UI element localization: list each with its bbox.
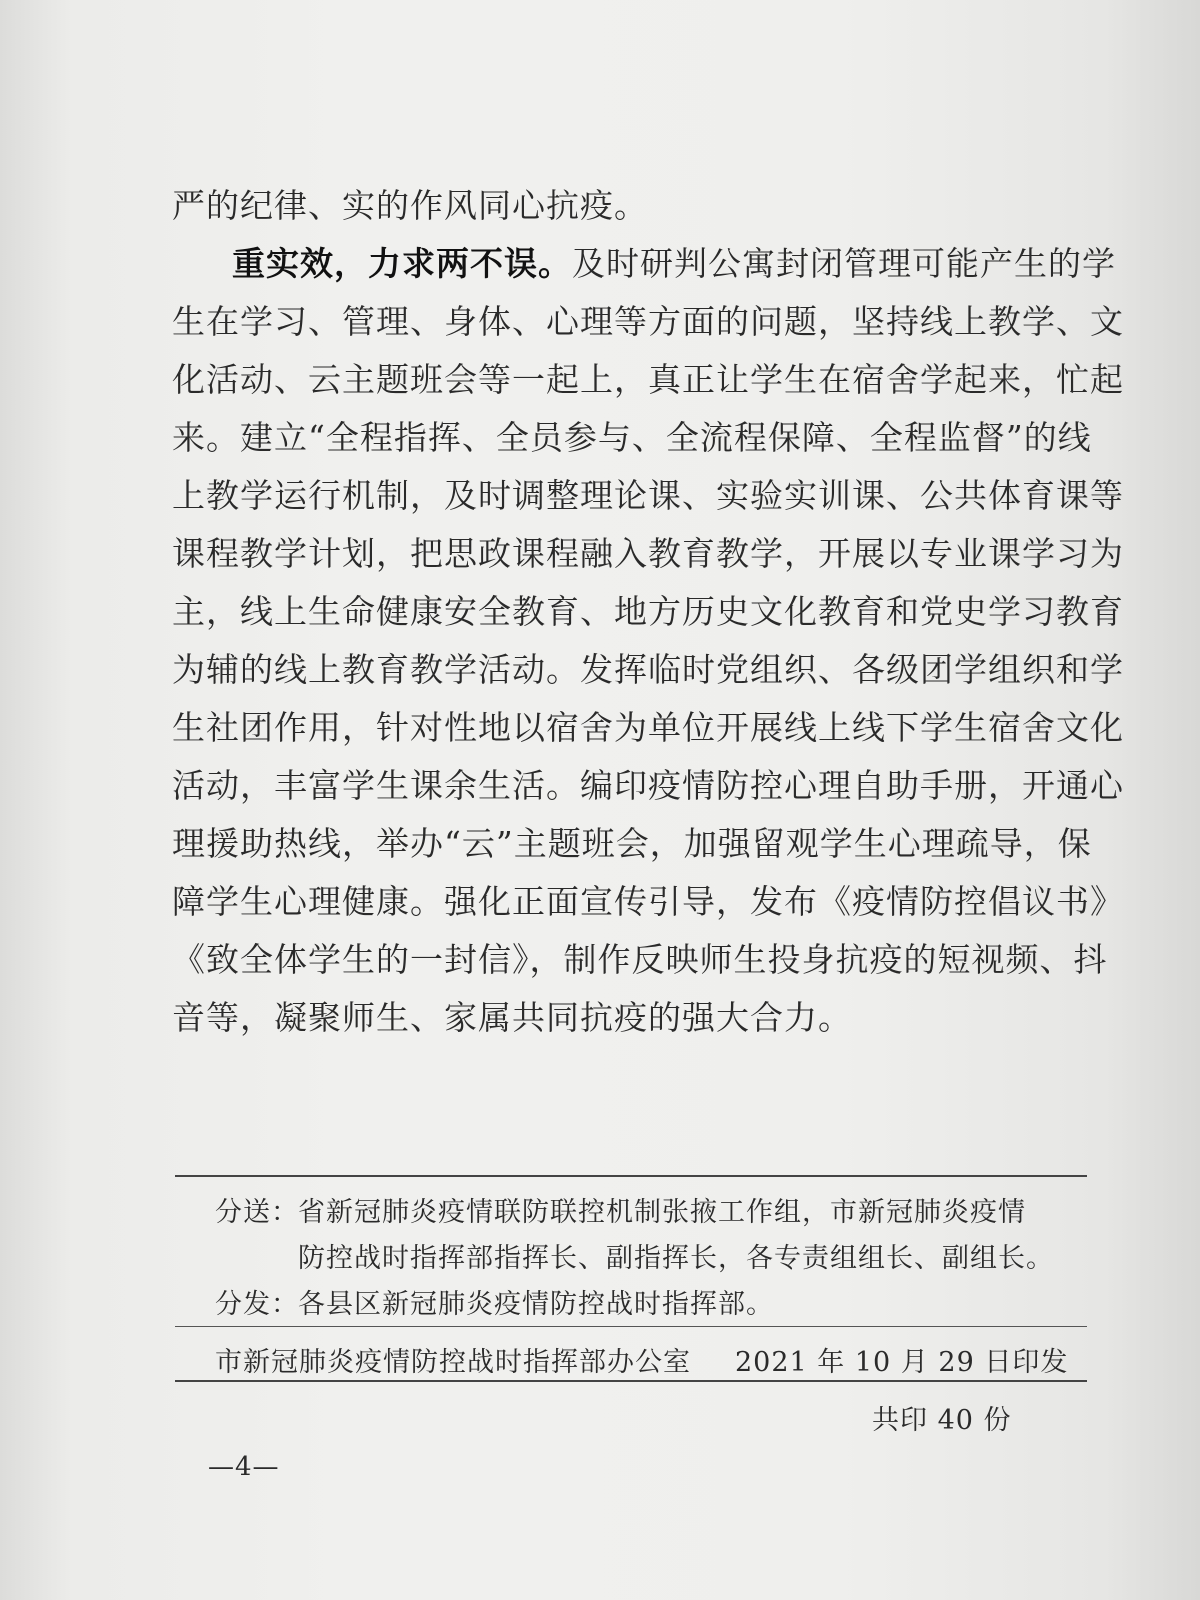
footer-rule-top (175, 1175, 1087, 1177)
footer-rule-middle (175, 1326, 1087, 1327)
cc-line-1: 省新冠肺炎疫情联防联控机制张掖工作组，市新冠肺炎疫情 (298, 1197, 1026, 1228)
footer-rule-bottom (175, 1380, 1087, 1382)
body-line-13: 障学生心理健康。强化正面宣传引导，发布《疫情防控倡议书》 (172, 882, 1124, 921)
body-line-6: 上教学运行机制，及时调整理论课、实验实训课、公共体育课等 (172, 476, 1124, 515)
body-line-4: 化活动、云主题班会等一起上，真正让学生在宿舍学起来，忙起 (172, 360, 1124, 399)
page-number: —4— (208, 1452, 280, 1482)
body-line-5: 来。建立“全程指挥、全员参与、全流程保障、全程监督”的线 (172, 418, 1092, 457)
cc-line-2: 防控战时指挥部指挥长、副指挥长，各专责组组长、副组长。 (298, 1243, 1054, 1274)
body-line-7: 课程教学计划，把思政课程融入教育教学，开展以专业课学习为 (172, 534, 1124, 573)
body-line-11: 活动，丰富学生课余生活。编印疫情防控心理自助手册，开通心 (172, 766, 1124, 805)
body-line-2 (0, 238, 1200, 285)
body-line-3: 生在学习、管理、身体、心理等方面的问题，坚持线上教学、文 (172, 302, 1124, 341)
cc-label: 分送： (215, 1197, 299, 1228)
body-line-2-text: 及时研判公寓封闭管理可能产生的学 (572, 244, 1116, 283)
body-line-15: 音等，凝聚师生、家属共同抗疫的强大合力。 (172, 998, 852, 1037)
issuing-office: 市新冠肺炎疫情防控战时指挥部办公室 (215, 1347, 691, 1378)
copies-count: 共印 40 份 (872, 1405, 1012, 1436)
issue-date: 2021 年 10 月 29 日印发 (735, 1347, 1069, 1378)
distribution-label: 分发： (215, 1289, 299, 1320)
body-line-1: 严的纪律、实的作风同心抗疫。 (172, 186, 648, 225)
body-line-10: 生社团作用，针对性地以宿舍为单位开展线上线下学生宿舍文化 (172, 708, 1124, 747)
body-line-9: 为辅的线上教育教学活动。发挥临时党组织、各级团学组织和学 (172, 650, 1124, 689)
distribution-text: 各县区新冠肺炎疫情防控战时指挥部。 (298, 1289, 774, 1320)
body-line-14: 《致全体学生的一封信》，制作反映师生投身抗疫的短视频、抖 (172, 940, 1108, 979)
body-line-12: 理援助热线，举办“云”主题班会，加强留观学生心理疏导，保 (172, 824, 1092, 863)
section-heading: 重实效，力求两不误。 (232, 244, 572, 283)
body-line-8: 主，线上生命健康安全教育、地方历史文化教育和党史学习教育 (172, 592, 1124, 631)
